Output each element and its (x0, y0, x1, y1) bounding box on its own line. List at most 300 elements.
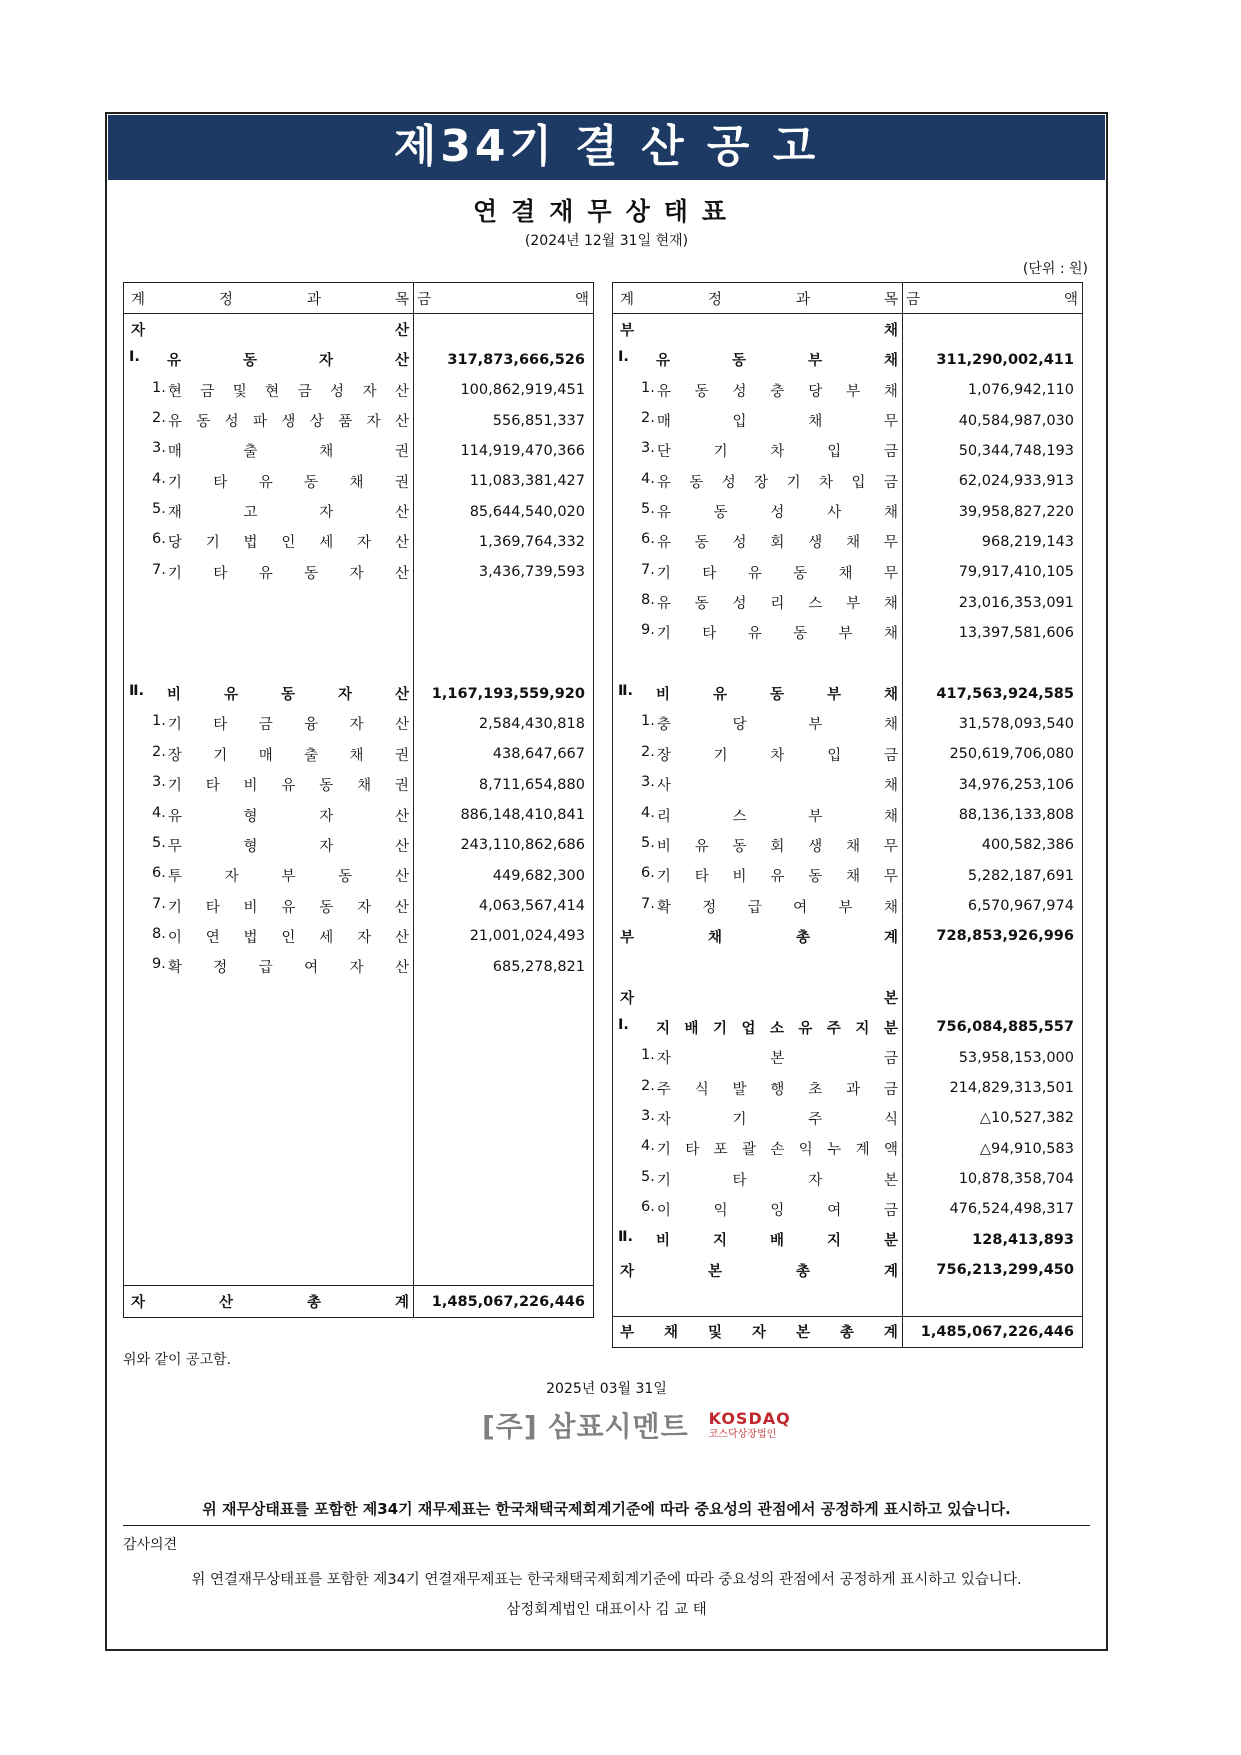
table-row (124, 405, 594, 435)
section-number: Ⅱ. (618, 1229, 634, 1246)
unit-label: (단위 : 원) (1022, 261, 1088, 277)
account-char: 여 (304, 960, 319, 977)
account-char: 세 (319, 535, 334, 552)
account-char: 동 (793, 626, 808, 643)
account-char: 자 (337, 687, 352, 704)
total-account-cell (124, 1286, 414, 1317)
account-char: 총 (306, 1295, 321, 1312)
account-name (657, 471, 898, 492)
item-number: 7. (152, 561, 166, 578)
table-row (613, 345, 1083, 375)
account-char: 권 (394, 474, 409, 491)
item-number: 6. (641, 531, 655, 548)
account-char: 차 (770, 747, 785, 764)
account-name (657, 1169, 898, 1190)
amount-cell (414, 648, 594, 678)
item-number: 1. (152, 713, 166, 730)
account-char: 발 (732, 1081, 747, 1098)
account-char: 자 (131, 323, 146, 340)
account-cell (613, 618, 903, 648)
account-name (656, 349, 898, 370)
account-char: 기 (656, 626, 671, 643)
account-char: 액 (883, 1142, 898, 1159)
blank-row (124, 1043, 594, 1073)
account-char: 유 (656, 535, 671, 552)
account-char: 동 (319, 899, 334, 916)
account-cell (124, 1012, 414, 1042)
account-char: 이 (167, 929, 182, 946)
account-char: 주 (656, 1081, 671, 1098)
account-char: 식 (694, 1081, 709, 1098)
account-name (657, 531, 898, 552)
account-char: 연 (205, 929, 220, 946)
section-number: Ⅰ. (618, 349, 629, 366)
account-cell (124, 618, 414, 648)
account-char: 매 (258, 747, 273, 764)
account-char: 배 (769, 1233, 784, 1250)
total-amount: 1,485,067,226,446 (414, 1286, 594, 1317)
header-amount-label (903, 288, 1082, 309)
account-char: 초 (808, 1081, 823, 1098)
account-char: 자 (362, 383, 377, 400)
account-char: 법 (243, 929, 258, 946)
account-char: 산 (394, 838, 409, 855)
account-char: 기 (712, 1020, 727, 1037)
account-label (124, 956, 413, 977)
table-row (124, 466, 594, 496)
account-char: 채 (846, 838, 861, 855)
amount-cell (414, 1164, 594, 1194)
account-char: 금 (200, 383, 215, 400)
account-char: 부 (838, 626, 853, 643)
table-row (613, 830, 1083, 860)
account-cell (613, 1194, 903, 1224)
grand-total-row (613, 1316, 1083, 1347)
amount-cell: 6,570,967,974 (903, 891, 1083, 921)
account-label (613, 1078, 902, 1099)
table-row (124, 800, 594, 830)
account-cell (124, 314, 414, 345)
account-char: 자 (620, 1263, 635, 1280)
account-char: 생 (808, 535, 823, 552)
table-row (613, 1164, 1083, 1194)
account-char: 장 (167, 747, 182, 764)
account-cell (613, 800, 903, 830)
account-char: 타 (702, 626, 717, 643)
account-name (131, 288, 409, 309)
account-char: 손 (770, 1142, 785, 1159)
amount-cell: 11,083,381,427 (414, 466, 594, 496)
account-char: 생 (281, 414, 296, 431)
account-cell (124, 557, 414, 587)
account-char: 타 (694, 869, 709, 886)
account-char: 충 (770, 383, 785, 400)
account-char: 형 (243, 808, 258, 825)
account-char: 비 (167, 687, 182, 704)
account-char: 회 (770, 535, 785, 552)
account-char: 기 (656, 1172, 671, 1189)
account-label (613, 380, 902, 401)
publication-date: 2025년 03월 31일 (546, 1381, 667, 1397)
account-label (124, 410, 413, 431)
item-number: 2. (152, 743, 166, 760)
account-name (168, 471, 409, 492)
item-number: 9. (152, 956, 166, 973)
account-cell (613, 678, 903, 708)
account-char: 채 (883, 505, 898, 522)
table-row (613, 739, 1083, 769)
account-char: 품 (338, 414, 353, 431)
account-label (124, 865, 413, 886)
account-name (657, 562, 898, 583)
account-char: 계 (883, 1263, 898, 1280)
assets-table (123, 282, 594, 1318)
account-label (613, 440, 902, 461)
divider (123, 1525, 1090, 1526)
opinion-statement: 위 재무상태표를 포함한 제34기 재무제표는 한국채택국제회계기준에 따라 중요성의 관점에서 공정하게 표시하고 있습니다. (202, 1500, 1011, 1518)
amount-cell (414, 1012, 594, 1042)
total-account-cell (613, 1316, 903, 1347)
account-char: 확 (656, 899, 671, 916)
table-row (124, 436, 594, 466)
account-char: 과 (846, 1081, 861, 1098)
account-char: 자 (656, 1111, 671, 1128)
account-char: 채 (883, 778, 898, 795)
account-name (657, 805, 898, 826)
account-char: 충 (656, 717, 671, 734)
account-char: 동 (196, 414, 211, 431)
account-label (124, 380, 413, 401)
account-char: 자 (357, 535, 372, 552)
account-char: 무 (883, 414, 898, 431)
blank-row (124, 1073, 594, 1103)
amount-cell: △94,910,583 (903, 1134, 1083, 1164)
account-char: 유 (798, 1020, 813, 1037)
account-label (124, 471, 413, 492)
account-label (124, 744, 413, 765)
account-char: 산 (394, 808, 409, 825)
amount-cell: 34,976,253,106 (903, 770, 1083, 800)
item-number: 2. (641, 743, 655, 760)
account-char: 행 (770, 1081, 785, 1098)
account-name (657, 744, 898, 765)
account-label (124, 501, 413, 522)
account-char: 주 (808, 1111, 823, 1128)
account-char: 동 (694, 383, 709, 400)
account-char: 타 (685, 1142, 700, 1159)
account-cell (124, 1255, 414, 1286)
amount-cell: 311,290,002,411 (903, 345, 1083, 375)
amount-cell: 243,110,862,686 (414, 830, 594, 860)
account-cell (124, 1043, 414, 1073)
account-char: 유 (167, 414, 182, 431)
account-cell (613, 1225, 903, 1255)
kosdaq-mark: KOSDAQ (708, 1408, 791, 1428)
account-char: 유 (712, 687, 727, 704)
account-char: 급 (258, 960, 273, 977)
account-cell (613, 527, 903, 557)
account-char: 채 (357, 778, 372, 795)
account-char: 채 (883, 323, 898, 340)
account-cell (613, 436, 903, 466)
table-row (613, 375, 1083, 405)
blank-row (124, 1103, 594, 1133)
item-number: 6. (152, 865, 166, 882)
account-char: 매 (656, 414, 671, 431)
grand-total-row (124, 1286, 594, 1317)
account-char: 비 (656, 1233, 671, 1250)
account-char: 정 (218, 291, 233, 308)
amount-cell (414, 1134, 594, 1164)
account-label (613, 531, 902, 552)
amount-cell: 40,584,987,030 (903, 405, 1083, 435)
account-char: 채 (883, 717, 898, 734)
account-char: 타 (702, 565, 717, 582)
account-char: 비 (656, 838, 671, 855)
table-row (613, 436, 1083, 466)
account-char: 누 (827, 1142, 842, 1159)
account-label (613, 713, 902, 734)
account-char: 기 (656, 565, 671, 582)
statement-title: 연결재무상태표 (472, 197, 741, 226)
account-char: 성 (732, 535, 747, 552)
account-cell (613, 1255, 903, 1285)
account-cell (124, 952, 414, 982)
account-cell (124, 1194, 414, 1224)
table-row (613, 800, 1083, 830)
account-char: 매 (167, 444, 182, 461)
account-char: 자 (751, 1325, 766, 1342)
amount-cell: 79,917,410,105 (903, 557, 1083, 587)
account-cell (613, 466, 903, 496)
account-cell (124, 709, 414, 739)
table-row (124, 739, 594, 769)
amount-cell: 128,413,893 (903, 1225, 1083, 1255)
account-cell (613, 345, 903, 375)
amount-cell: 214,829,313,501 (903, 1073, 1083, 1103)
account-char: 차 (770, 444, 785, 461)
table-row (613, 314, 1083, 345)
table-row (613, 587, 1083, 617)
account-name (168, 562, 409, 583)
table-row (124, 314, 594, 345)
account-char: 자 (366, 414, 381, 431)
table-row (613, 527, 1083, 557)
account-label (613, 1199, 902, 1220)
item-number: 5. (152, 834, 166, 851)
account-char: 리 (656, 808, 671, 825)
item-number: 4. (641, 470, 655, 487)
amount-cell (414, 1073, 594, 1103)
account-char: 자 (349, 717, 364, 734)
blank-row (124, 1134, 594, 1164)
blank-row (124, 1012, 594, 1042)
item-number: 1. (641, 713, 655, 730)
account-char: 타 (213, 717, 228, 734)
account-cell (124, 648, 414, 678)
account-char: 권 (394, 778, 409, 795)
total-label (613, 1321, 902, 1342)
account-char: 스 (808, 596, 823, 613)
amount-cell: 5,282,187,691 (903, 861, 1083, 891)
account-char: 당 (167, 535, 182, 552)
account-label (613, 896, 902, 917)
account-char: 목 (394, 291, 409, 308)
account-name (168, 956, 409, 977)
account-char: 잉 (770, 1202, 785, 1219)
account-char: 고 (243, 505, 258, 522)
account-char: 유 (694, 838, 709, 855)
account-char: 자 (349, 565, 364, 582)
account-char: 채 (838, 565, 853, 582)
account-char: 산 (394, 535, 409, 552)
account-cell (124, 345, 414, 375)
table-row (613, 678, 1083, 708)
amount-cell: 685,278,821 (414, 952, 594, 982)
account-cell (613, 709, 903, 739)
account-char: 무 (883, 565, 898, 582)
account-char: 융 (304, 717, 319, 734)
account-char: 유 (656, 596, 671, 613)
account-char: 성 (224, 414, 239, 431)
item-number: 2. (641, 410, 655, 427)
account-char: 기 (713, 747, 728, 764)
account-cell (124, 587, 414, 617)
account-char: 비 (243, 778, 258, 795)
account-char: 입 (827, 747, 842, 764)
account-char: 타 (205, 899, 220, 916)
account-name (620, 319, 898, 340)
blank-row (613, 648, 1083, 678)
total-label (124, 1291, 413, 1312)
account-char: 기 (732, 1111, 747, 1128)
amount-cell: 50,344,748,193 (903, 436, 1083, 466)
account-cell (613, 587, 903, 617)
notice-title: 제34기 결 산 공 고 (108, 115, 1105, 180)
account-char: 분 (883, 1020, 898, 1037)
account-cell (124, 375, 414, 405)
amount-cell: 4,063,567,414 (414, 891, 594, 921)
account-char: 동 (319, 778, 334, 795)
account-label (613, 835, 902, 856)
account-name (168, 774, 409, 795)
account-char: 기 (167, 899, 182, 916)
account-char: 산 (394, 505, 409, 522)
account-label (613, 774, 902, 795)
amount-cell (414, 1043, 594, 1073)
account-cell (613, 739, 903, 769)
account-char: 장 (656, 747, 671, 764)
account-name (167, 683, 409, 704)
account-char: 업 (741, 1020, 756, 1037)
item-number: 3. (152, 774, 166, 791)
account-char: 법 (243, 535, 258, 552)
account-cell (124, 496, 414, 526)
table-row (124, 921, 594, 951)
account-char: 총 (795, 929, 810, 946)
item-number: 4. (152, 804, 166, 821)
account-char: 총 (795, 1263, 810, 1280)
account-cell (124, 739, 414, 769)
account-cell (613, 1103, 903, 1133)
account-label (613, 1229, 902, 1250)
account-char: 부 (808, 717, 823, 734)
account-cell (124, 921, 414, 951)
account-cell (613, 1043, 903, 1073)
account-label (613, 592, 902, 613)
account-char: 지 (826, 1233, 841, 1250)
account-cell (613, 921, 903, 951)
amount-cell (414, 1103, 594, 1133)
account-char: 인 (281, 535, 296, 552)
account-char: 유 (770, 869, 785, 886)
table-row (613, 1043, 1083, 1073)
item-number: 6. (641, 865, 655, 882)
section-number: Ⅱ. (618, 683, 634, 700)
account-char: 과 (306, 291, 321, 308)
account-cell (613, 1285, 903, 1316)
account-char: 배 (684, 1020, 699, 1037)
account-char: 유 (656, 505, 671, 522)
account-char: 출 (304, 747, 319, 764)
amount-cell: 438,647,667 (414, 739, 594, 769)
amount-cell: 250,619,706,080 (903, 739, 1083, 769)
account-name (168, 896, 409, 917)
account-label (124, 319, 413, 340)
account-char: 회 (770, 838, 785, 855)
amount-cell: 100,862,919,451 (414, 375, 594, 405)
account-char: 동 (242, 353, 257, 370)
company-logo (482, 1405, 791, 1445)
item-number: 5. (641, 1168, 655, 1185)
account-label (613, 1138, 902, 1159)
header-amount (414, 283, 594, 314)
account-char: 비 (656, 687, 671, 704)
amount-cell: 3,436,739,593 (414, 557, 594, 587)
account-char: 타 (213, 474, 228, 491)
account-char: 유 (656, 353, 671, 370)
account-name (657, 774, 898, 795)
item-number: 7. (641, 561, 655, 578)
account-char: 금 (883, 474, 898, 491)
account-char: 자 (357, 899, 372, 916)
account-char: 및 (232, 383, 247, 400)
account-char: 타 (732, 1172, 747, 1189)
table-row (613, 921, 1083, 951)
amount-cell (414, 1194, 594, 1224)
account-cell (124, 436, 414, 466)
table-row (613, 1194, 1083, 1224)
item-number: 3. (152, 440, 166, 457)
account-name (168, 744, 409, 765)
table-row (124, 375, 594, 405)
account-char: 채 (349, 474, 364, 491)
header-char: 금 (906, 291, 921, 308)
amount-cell: 62,024,933,913 (903, 466, 1083, 496)
account-char: 기 (213, 747, 228, 764)
account-char: 계 (394, 1295, 409, 1312)
as-of-date: (2024년 12월 31일 현재) (524, 233, 689, 249)
account-char: 자 (319, 505, 334, 522)
account-cell (613, 375, 903, 405)
account-char: 무 (883, 838, 898, 855)
account-char: 입 (827, 444, 842, 461)
kosdaq-logo (709, 1410, 791, 1441)
account-label (124, 531, 413, 552)
amount-cell: 21,001,024,493 (414, 921, 594, 951)
account-label (613, 1108, 902, 1129)
amount-cell: 556,851,337 (414, 405, 594, 435)
